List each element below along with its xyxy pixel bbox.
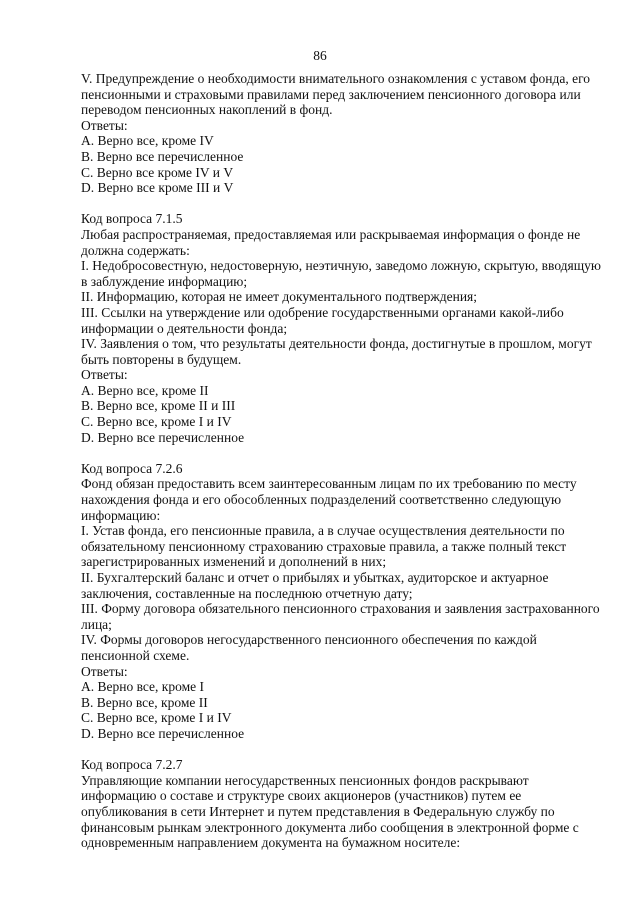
text-line: опубликования в сети Интернет и путем представления в Федеральную службу по <box>81 803 555 819</box>
text-line: в заблуждение информацию; <box>81 273 248 289</box>
text-line: D. Верно все кроме III и V <box>81 180 234 196</box>
text-line: B. Верно все, кроме II и III <box>81 398 236 414</box>
text-line: II. Бухгалтерский баланс и отчет о прибылях и убытках, аудиторское и актуарное <box>81 570 549 585</box>
text-line: должна содержать: <box>81 242 190 258</box>
text-line: информации о деятельности фонда; <box>81 320 288 336</box>
text-line: IV. Заявления о том, что результаты деятельности фонда, достигнутые в прошлом, могут <box>81 336 592 352</box>
paragraph-gap <box>81 742 593 758</box>
text-line: II. Информацию, которая не имеет документального подтверждения; <box>81 289 478 305</box>
text-line: Код вопроса 7.1.5 <box>81 211 183 227</box>
text-line: заключения, составленные на последнюю отчетную дату; <box>81 585 413 601</box>
text-line: D. Верно все перечисленное <box>81 725 245 741</box>
text-line: финансовым рынкам электронного документа либо сообщения в электронной форме с <box>81 819 579 835</box>
text-line: C. Верно все кроме IV и V <box>81 164 234 180</box>
text-line: информацию о составе и структуре своих акционеров (участников) путем ее <box>81 788 522 804</box>
text-line: Код вопроса 7.2.7 <box>81 757 183 773</box>
text-line: быть повторены в будущем. <box>81 351 242 367</box>
paragraph-gap <box>81 445 593 461</box>
text-line: III. Форму договора обязательного пенсионного страхования и заявления застрахованного <box>81 601 600 617</box>
text-line: B. Верно все, кроме II <box>81 694 208 710</box>
text-line: A. Верно все, кроме IV <box>81 133 214 149</box>
text-line: A. Верно все, кроме II <box>81 382 209 398</box>
text-line: Фонд обязан предоставить всем заинтересованным лицам по их требованию по месту <box>81 476 577 492</box>
text-line: B. Верно все перечисленное <box>81 148 244 164</box>
text-line: пенсионными и страховыми правилами перед заключением пенсионного договора или <box>81 86 581 102</box>
text-line: IV. Формы договоров негосударственного пенсионного обеспечения по каждой <box>81 632 537 648</box>
text-line: переводом пенсионных накоплений в фонд. <box>81 102 333 118</box>
text-line: Любая распространяемая, предоставляемая или раскрываемая информация о фонде не <box>81 226 581 242</box>
text-line: зарегистрированных изменений и дополнений в них; <box>81 554 387 570</box>
paragraph-gap <box>81 196 593 212</box>
text-line: лица; <box>81 616 112 632</box>
text-line: Код вопроса 7.2.6 <box>81 460 183 476</box>
text-line: V. Предупреждение о необходимости внимательного ознакомления с уставом фонда, его <box>81 71 591 86</box>
text-line: одновременным направлением документа на бумажном носителе: <box>81 835 461 851</box>
text-line: Управляющие компании негосударственных пенсионных фондов раскрывают <box>81 772 529 788</box>
text-line: D. Верно все перечисленное <box>81 429 245 445</box>
text-line: A. Верно все, кроме I <box>81 679 204 695</box>
text-line: обязательному пенсионному страхованию страховые правила, а также полный текст <box>81 538 567 554</box>
text-line: информацию: <box>81 507 161 523</box>
page-number: 86 <box>313 48 327 63</box>
text-line: C. Верно все, кроме I и IV <box>81 710 232 726</box>
text-line: I. Устав фонда, его пенсионные правила, а в случае осуществления деятельности по <box>81 523 565 539</box>
text-line: пенсионной схеме. <box>81 647 190 663</box>
document-body <box>81 71 601 851</box>
text-line: нахождения фонда и его обособленных подразделений соответственно следующую <box>81 492 562 508</box>
text-line: C. Верно все, кроме I и IV <box>81 414 232 430</box>
text-line: I. Недобросовестную, недостоверную, неэтичную, заведомо ложную, скрытую, вводящую <box>81 258 601 274</box>
text-line: Ответы: <box>81 117 128 133</box>
text-line: Ответы: <box>81 663 128 679</box>
text-line: Ответы: <box>81 367 128 383</box>
text-line: III. Ссылки на утверждение или одобрение государственными органами какой-либо <box>81 304 564 320</box>
